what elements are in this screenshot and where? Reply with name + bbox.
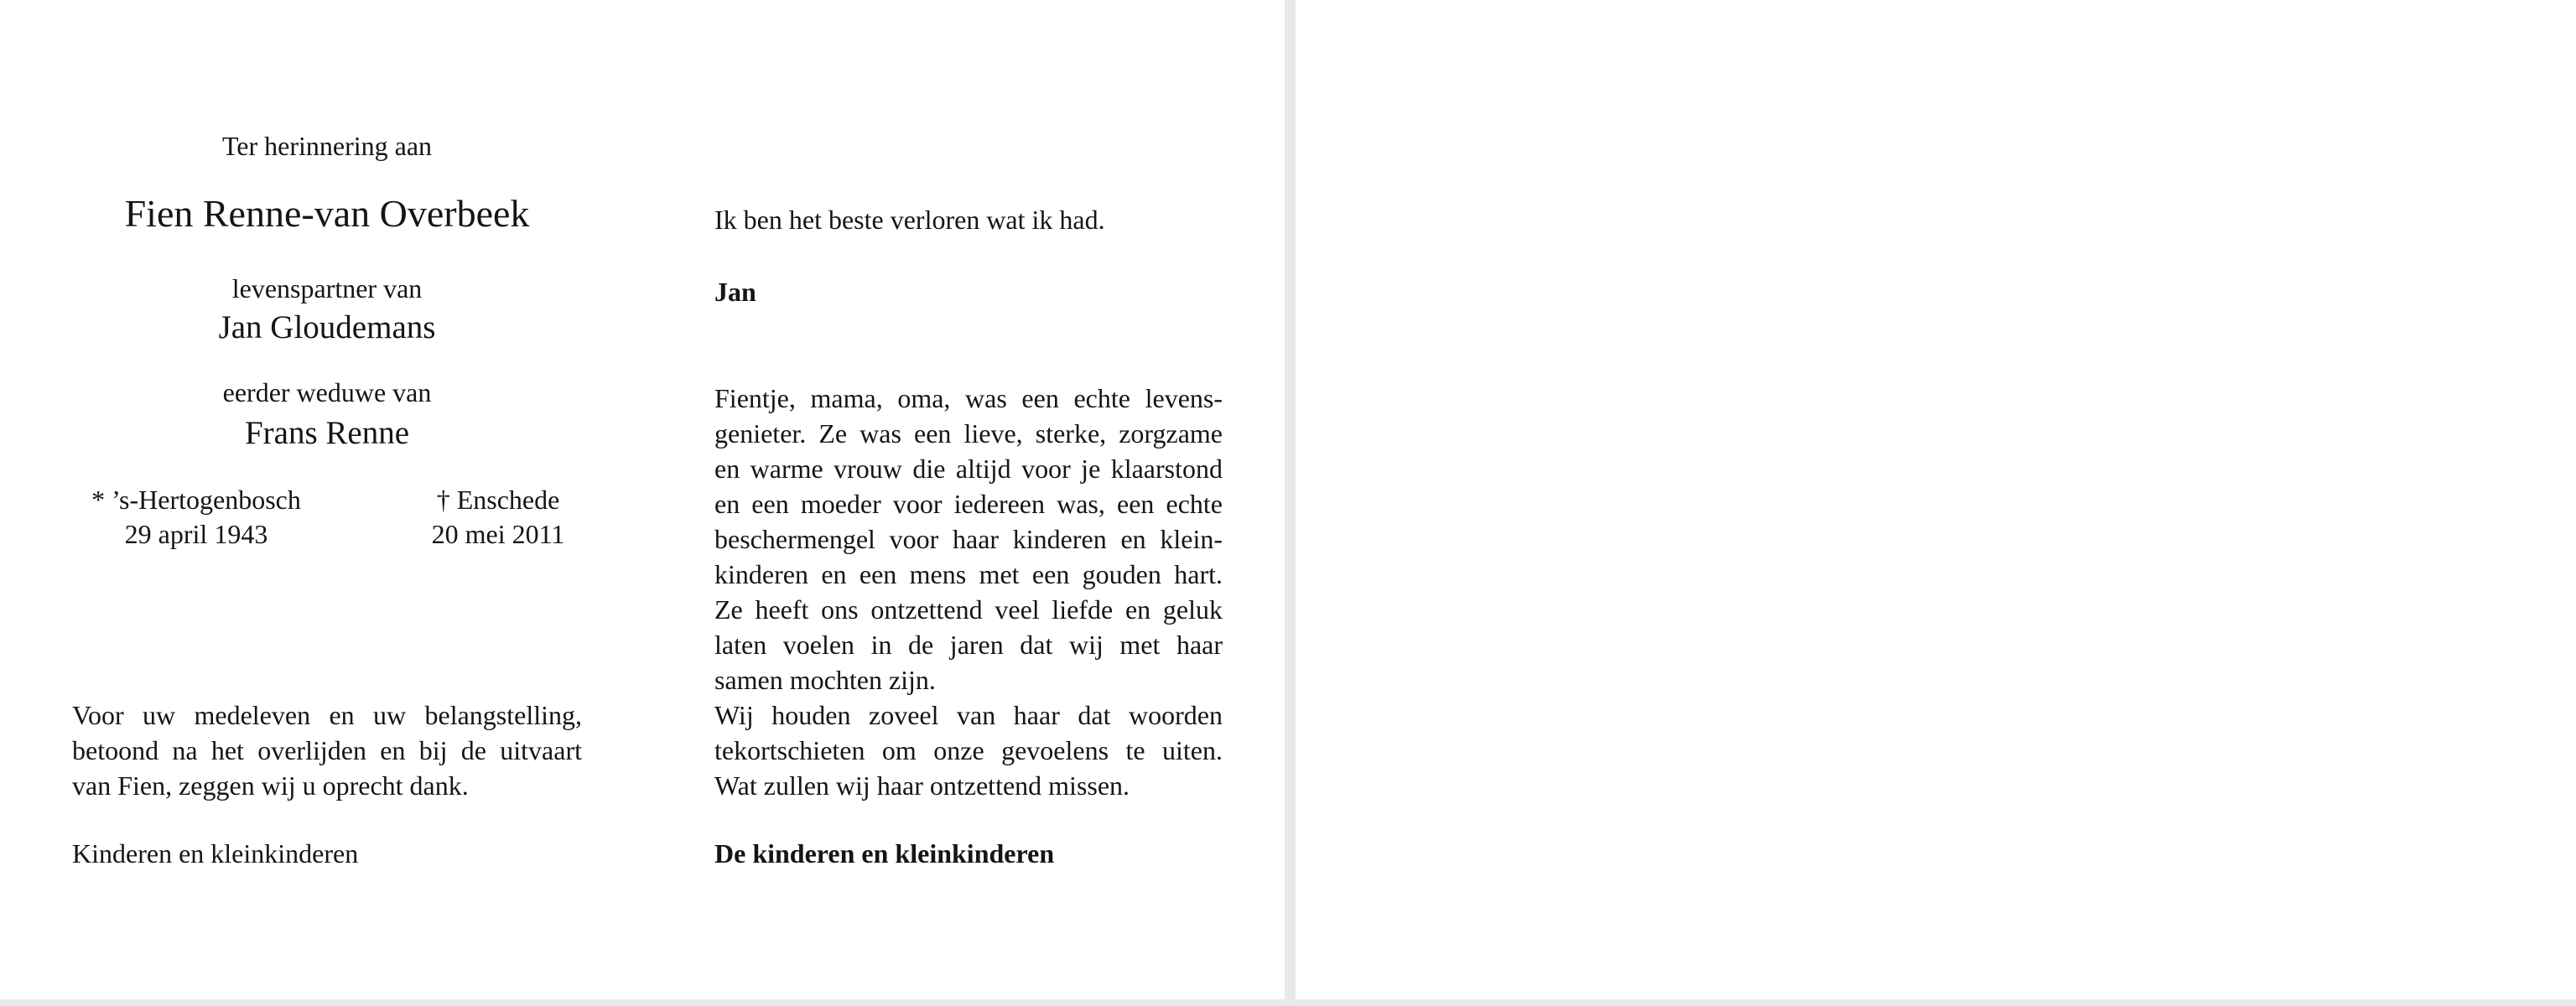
tribute-line: Ze heeft ons ontzettend veel liefde en geluk: [714, 594, 1223, 625]
birth-date: 29 april 1943: [124, 519, 268, 549]
relation-partner-label: levenspartner van: [231, 273, 423, 303]
tribute-line: en een moeder voor iedereen was, een echte: [714, 489, 1223, 519]
quote-text: Ik ben het beste verloren wat ik had.: [714, 205, 1105, 235]
tribute-line: en warme vrouw die altijd voor je klaarstond: [714, 454, 1223, 484]
tribute-line: kinderen en een mens met een gouden hart.: [714, 559, 1223, 589]
thanks-signature: Kinderen en kleinkinderen: [72, 838, 359, 869]
memorial-card-right-panel: [1296, 0, 2576, 999]
tribute-line: Fientje, mama, oma, was een echte levens-: [714, 383, 1223, 413]
quote-signature: Jan: [714, 277, 756, 307]
tribute-line: Wij houden zoveel van haar dat woorden: [714, 700, 1223, 730]
thanks-line: Voor uw medeleven en uw belangstelling,: [72, 700, 582, 730]
late-spouse-name: Frans Renne: [244, 415, 410, 451]
tribute-line: beschermengel voor haar kinderen en klein-: [714, 524, 1223, 554]
tribute-line: samen mochten zijn.: [714, 665, 936, 695]
thanks-line: van Fien, zeggen wij u oprecht dank.: [72, 770, 469, 801]
tribute-line: genieter. Ze was een lieve, sterke, zorgzame: [714, 418, 1223, 449]
intro-text: Ter herinnering aan: [221, 131, 433, 161]
thanks-paragraph: [72, 697, 582, 803]
tribute-line: laten voelen in de jaren dat wij met haar: [714, 630, 1223, 660]
death-place: † Enschede: [436, 485, 560, 515]
thanks-line: betoond na het overlijden en bij de uitvaart: [72, 735, 582, 765]
death-date: 20 mei 2011: [431, 519, 565, 549]
tribute-line: tekortschieten om onze gevoelens te uiten.: [714, 735, 1223, 765]
tribute-paragraph: [714, 381, 1223, 803]
tribute-signature: De kinderen en kleinkinderen: [714, 838, 1055, 869]
partner-name: Jan Gloudemans: [218, 309, 436, 345]
deceased-name: Fien Renne-van Overbeek: [124, 192, 530, 235]
relation-widow-label: eerder weduwe van: [222, 377, 432, 407]
memorial-card-left-panel: [0, 0, 1285, 999]
birth-place: * ’s-Hertogenbosch: [91, 485, 301, 515]
tribute-line: Wat zullen wij haar ontzettend missen.: [714, 770, 1130, 801]
